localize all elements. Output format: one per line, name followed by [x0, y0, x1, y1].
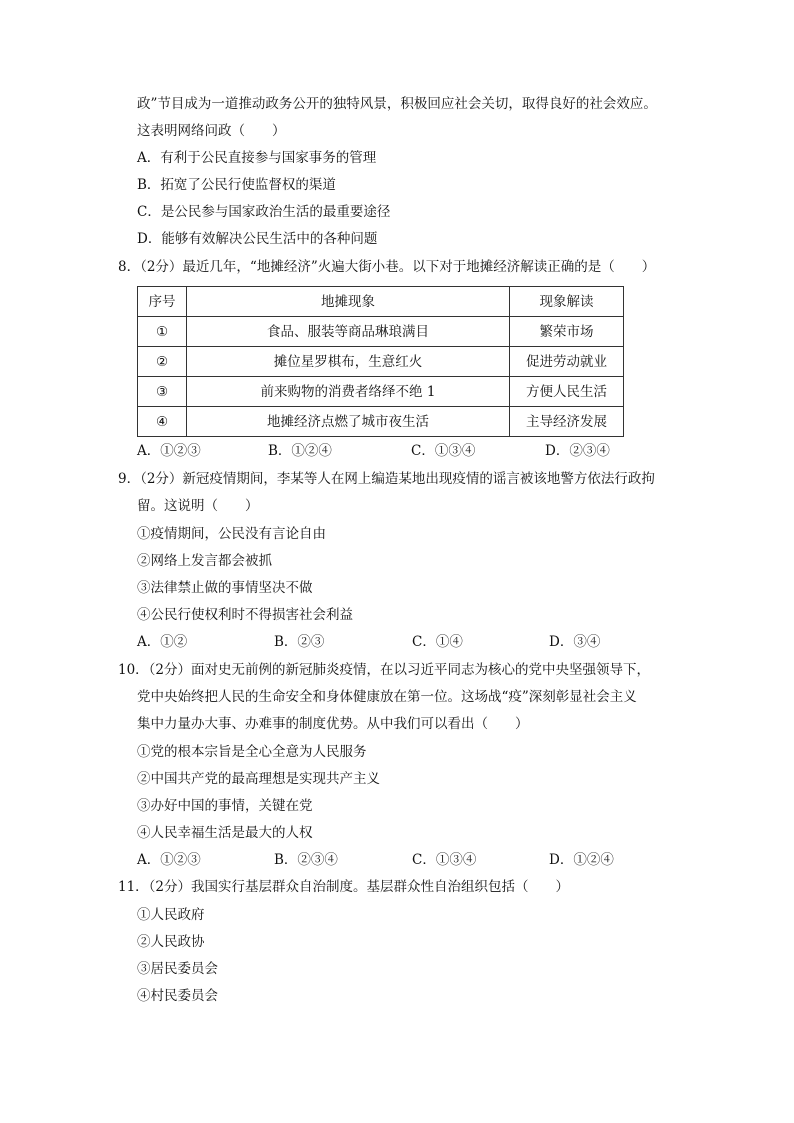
q7-stem-line-2: 这表明网络问政（ ） [137, 123, 286, 139]
table-row [138, 317, 624, 347]
q8-choice-c: C．①③④ [411, 443, 476, 459]
q9-item-2: ②网络上发言都会被抓 [137, 553, 272, 569]
q10-item-4: ④人民幸福生活是最大的人权 [137, 825, 313, 841]
table-cell: 主导经济发展 [510, 407, 624, 437]
q10-item-3: ③办好中国的事情，关键在党 [137, 798, 313, 814]
q10-stem-line-3: 集中力量办大事、办难事的制度优势。从中我们可以看出（ ） [137, 716, 529, 732]
table-row [138, 407, 624, 437]
q9-stem-line-1: 9．（2分）新冠疫情期间，李某等人在网上编造某地出现疫情的谣言被该地警方依法行政拘 [118, 471, 655, 487]
table-cell: ③ [138, 377, 187, 407]
q11-item-4: ④村民委员会 [137, 988, 218, 1004]
table-row [138, 347, 624, 377]
table-cell: 促进劳动就业 [510, 347, 624, 377]
q10-stem-line-1: 10．（2分）面对史无前例的新冠肺炎疫情，在以习近平同志为核心的党中央坚强领导下， [118, 662, 651, 678]
q10-stem-line-2: 党中央始终把人民的生命安全和身体健康放在第一位。这场战“疫”深刻彰显社会主义 [137, 689, 637, 705]
table-cell: ④ [138, 407, 187, 437]
q9-item-4: ④公民行使权利时不得损害社会利益 [137, 607, 353, 623]
table-cell: 方便人民生活 [510, 377, 624, 407]
q8-choice-a: A．①②③ [137, 443, 201, 459]
table-cell: ① [138, 317, 187, 347]
q11-item-3: ③居民委员会 [137, 961, 218, 977]
q10-choice-b: B．②③④ [274, 852, 338, 868]
table-header-cell: 地摊现象 [187, 287, 510, 317]
table-cell: 地摊经济点燃了城市夜生活 [187, 407, 510, 437]
q7-option-b: B．拓宽了公民行使监督权的渠道 [137, 177, 336, 193]
q7-option-a: A．有利于公民直接参与国家事务的管理 [137, 150, 377, 166]
q9-choice-d: D．③④ [549, 634, 601, 650]
table-cell: 前来购物的消费者络绎不绝 1 [187, 377, 510, 407]
table-row [138, 377, 624, 407]
table-cell: ② [138, 347, 187, 377]
table-cell: 繁荣市场 [510, 317, 624, 347]
q9-stem-line-2: 留。这说明（ ） [137, 498, 259, 514]
q9-item-3: ③法律禁止做的事情坚决不做 [137, 580, 313, 596]
q10-item-2: ②中国共产党的最高理想是实现共产主义 [137, 771, 380, 787]
q9-choice-a: A．①② [137, 634, 188, 650]
table-header-row [138, 287, 624, 317]
q7-option-d: D．能够有效解决公民生活中的各种问题 [137, 231, 378, 247]
q10-choice-c: C．①③④ [412, 852, 477, 868]
q8-choice-d: D．②③④ [545, 443, 610, 459]
q9-choice-b: B．②③ [274, 634, 325, 650]
q10-choice-d: D．①②④ [549, 852, 614, 868]
q7-stem-line-1: 政”节目成为一道推动政务公开的独特风景，积极回应社会关切，取得良好的社会效应。 [137, 96, 657, 112]
q8-choice-b: B．①②④ [268, 443, 332, 459]
q8-choices [137, 441, 657, 461]
q10-item-1: ①党的根本宗旨是全心全意为人民服务 [137, 744, 367, 760]
q11-stem: 11．（2分）我国实行基层群众自治制度。基层群众性自治组织包括（ ） [118, 879, 570, 895]
table-cell: 食品、服装等商品琳琅满目 [187, 317, 510, 347]
q9-item-1: ①疫情期间，公民没有言论自由 [137, 526, 326, 542]
q9-choices [137, 632, 617, 652]
q7-option-c: C．是公民参与国家政治生活的最重要途径 [137, 204, 391, 220]
q8-stem: 8．（2分）最近几年，“地摊经济”火遍大街小巷。以下对于地摊经济解读正确的是（ ） [118, 259, 656, 275]
table-header-cell: 现象解读 [510, 287, 624, 317]
q9-choice-c: C．①④ [412, 634, 463, 650]
q10-choices [137, 850, 657, 870]
q11-item-1: ①人民政府 [137, 907, 205, 923]
table-header-cell: 序号 [138, 287, 187, 317]
q10-choice-a: A．①②③ [137, 852, 201, 868]
table-cell: 摊位星罗棋布，生意红火 [187, 347, 510, 377]
q11-item-2: ②人民政协 [137, 934, 205, 950]
q8-table [137, 286, 624, 437]
